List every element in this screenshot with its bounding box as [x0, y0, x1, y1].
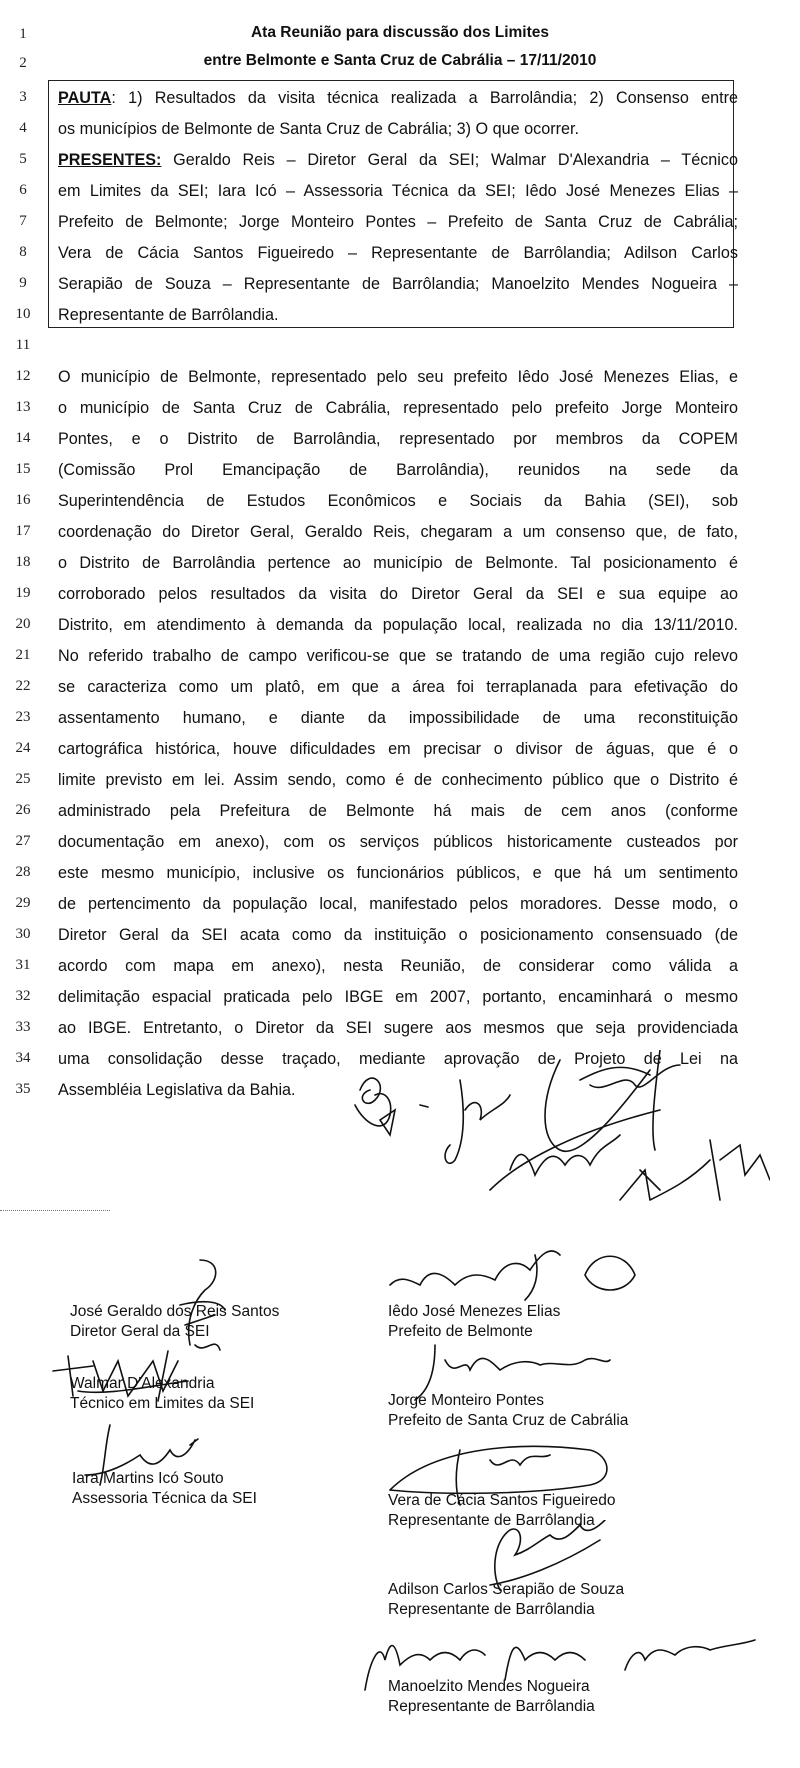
body-line: o município de Santa Cruz de Cabrália, representado pelo prefeito Jorge Monteiro	[58, 399, 738, 417]
line-number: 24	[15, 740, 31, 756]
body-line: Pontes, e o Distrito de Barrolândia, representado por membros da COPEM	[58, 430, 738, 448]
line-number: 5	[19, 151, 27, 167]
agenda-line: Prefeito de Belmonte; Jorge Monteiro Pontes – Prefeito de Santa Cruz de Cabrália;	[58, 213, 738, 231]
line-number: 10	[15, 306, 31, 322]
body-line: administrado pela Prefeitura de Belmonte há mais de cem anos (conforme	[58, 802, 738, 820]
agenda-line: PAUTA: 1) Resultados da visita técnica realizada a Barrolândia; 2) Consenso entre	[58, 89, 738, 107]
title-line-1: Ata Reunião para discussão dos Limites	[250, 24, 550, 41]
signatory-name: Iara Martins Icó Souto	[72, 1470, 224, 1487]
body-line: cartográfica histórica, houve dificuldades em precisar o divisor de águas, que é o	[58, 740, 738, 758]
body-line: assentamento humano, e diante da impossibilidade de uma reconstituição	[58, 709, 738, 727]
line-number: 4	[19, 120, 27, 136]
signatory-name: Iêdo José Menezes Elias	[388, 1303, 561, 1320]
signatory-name: José Geraldo dos Reis Santos	[70, 1303, 280, 1320]
line-number: 13	[15, 399, 31, 415]
line-number: 15	[15, 461, 31, 477]
body-line: limite previsto em lei. Assim sendo, como é de conhecimento público que o Distrito é	[58, 771, 738, 789]
body-line: acordo com mapa em anexo), nesta Reunião, de considerar como válida a	[58, 957, 738, 975]
line-number: 31	[15, 957, 31, 973]
body-line: (Comissão Prol Emancipação de Barrolândia), reunidos na sede da	[58, 461, 738, 479]
body-line: ao IBGE. Entretanto, o Diretor da SEI sugere aos mesmos que seja providenciada	[58, 1019, 738, 1037]
presentes-label: PRESENTES:	[58, 151, 162, 169]
line-number: 17	[15, 523, 31, 539]
body-line: Distrito, em atendimento à demanda da população local, realizada no dia 13/11/2010.	[58, 616, 738, 634]
line-number: 6	[19, 182, 27, 198]
signatory-role: Prefeito de Santa Cruz de Cabrália	[388, 1412, 629, 1429]
line-number: 22	[15, 678, 31, 694]
line-number: 18	[15, 554, 31, 570]
line-number: 16	[15, 492, 31, 508]
signatory-role: Representante de Barrôlandia	[388, 1512, 595, 1529]
line-number: 7	[19, 213, 27, 229]
line-number: 29	[15, 895, 31, 911]
body-line: Superintendência de Estudos Econômicos e Sociais da Bahia (SEI), sob	[58, 492, 738, 510]
line-number: 23	[15, 709, 31, 725]
line-number: 21	[15, 647, 31, 663]
line-number: 28	[15, 864, 31, 880]
line-number: 32	[15, 988, 31, 1004]
line-number: 2	[19, 55, 27, 71]
body-line: O município de Belmonte, representado pelo seu prefeito Iêdo José Menezes Elias, e	[58, 368, 738, 386]
line-number: 35	[15, 1081, 31, 1097]
signatory-role: Diretor Geral da SEI	[70, 1323, 210, 1340]
pauta-label: PAUTA	[58, 89, 112, 107]
agenda-line: Vera de Cácia Santos Figueiredo – Representante de Barrôlandia; Adilson Carlos	[58, 244, 738, 262]
signatory-role: Assessoria Técnica da SEI	[72, 1490, 257, 1507]
body-line: este mesmo município, inclusive os funcionários públicos, e que há um sentimento	[58, 864, 738, 882]
body-line: se caracteriza como um platô, em que a área foi terraplanada para efetivação do	[58, 678, 738, 696]
body-line: No referido trabalho de campo verificou-se que se tratando de uma região cujo relevo	[58, 647, 738, 665]
signatory-name: Adilson Carlos Serapião de Souza	[388, 1581, 625, 1598]
line-number: 11	[15, 337, 31, 353]
line-number: 19	[15, 585, 31, 601]
line-number: 20	[15, 616, 31, 632]
agenda-line: em Limites da SEI; Iara Icó – Assessoria Técnica da SEI; Iêdo José Menezes Elias –	[58, 182, 738, 200]
line-number: 9	[19, 275, 27, 291]
body-line: delimitação espacial praticada pelo IBGE em 2007, portanto, encaminhará o mesmo	[58, 988, 738, 1006]
body-line: Assembléia Legislativa da Bahia.	[58, 1081, 296, 1099]
body-line: uma consolidação desse traçado, mediante aprovação de Projeto de Lei na	[58, 1050, 738, 1068]
line-number: 25	[15, 771, 31, 787]
line-number: 30	[15, 926, 31, 942]
agenda-line: PRESENTES: Geraldo Reis – Diretor Geral da SEI; Walmar D'Alexandria – Técnico	[58, 151, 738, 169]
signatory-name: Walmar D'Alexandria	[70, 1375, 215, 1392]
line-number: 14	[15, 430, 31, 446]
body-line: Diretor Geral da SEI acata como da instituição o posicionamento consensuado (de	[58, 926, 738, 944]
line-number: 34	[15, 1050, 31, 1066]
body-line: corroborado pelos resultados da visita do Diretor Geral da SEI e sua equipe ao	[58, 585, 738, 603]
signatory-role: Representante de Barrôlandia	[388, 1601, 595, 1618]
signatory-role: Representante de Barrôlandia	[388, 1698, 595, 1715]
body-line: de pertencimento da população local, manifestado pelos moradores. Desse modo, o	[58, 895, 738, 913]
agenda-line: os municípios de Belmonte de Santa Cruz de Cabrália; 3) O que ocorrer.	[58, 120, 579, 138]
signatory-name: Jorge Monteiro Pontes	[388, 1392, 544, 1409]
divider	[0, 1210, 110, 1211]
title-line-2: entre Belmonte e Santa Cruz de Cabrália – 17/11/2010	[203, 52, 597, 69]
agenda-line: Serapião de Souza – Representante de Barrôlandia; Manoelzito Mendes Nogueira –	[58, 275, 738, 293]
line-number: 26	[15, 802, 31, 818]
signatory-role: Prefeito de Belmonte	[388, 1323, 533, 1340]
line-number: 12	[15, 368, 31, 384]
body-line: documentação em anexo), com os serviços públicos historicamente custeados por	[58, 833, 738, 851]
line-number: 1	[19, 26, 27, 42]
line-number: 8	[19, 244, 27, 260]
body-line: o Distrito de Barrolândia pertence ao município de Belmonte. Tal posicionamento é	[58, 554, 738, 572]
signatory-name: Manoelzito Mendes Nogueira	[388, 1678, 590, 1695]
initials-signatures	[350, 1050, 770, 1220]
line-number: 27	[15, 833, 31, 849]
signatory-role: Técnico em Limites da SEI	[70, 1395, 255, 1412]
agenda-line: Representante de Barrôlandia.	[58, 306, 279, 324]
line-number: 33	[15, 1019, 31, 1035]
signatory-name: Vera de Cácia Santos Figueiredo	[388, 1492, 616, 1509]
body-line: coordenação do Diretor Geral, Geraldo Reis, chegaram a um consenso que, de fato,	[58, 523, 738, 541]
line-number: 3	[19, 89, 27, 105]
